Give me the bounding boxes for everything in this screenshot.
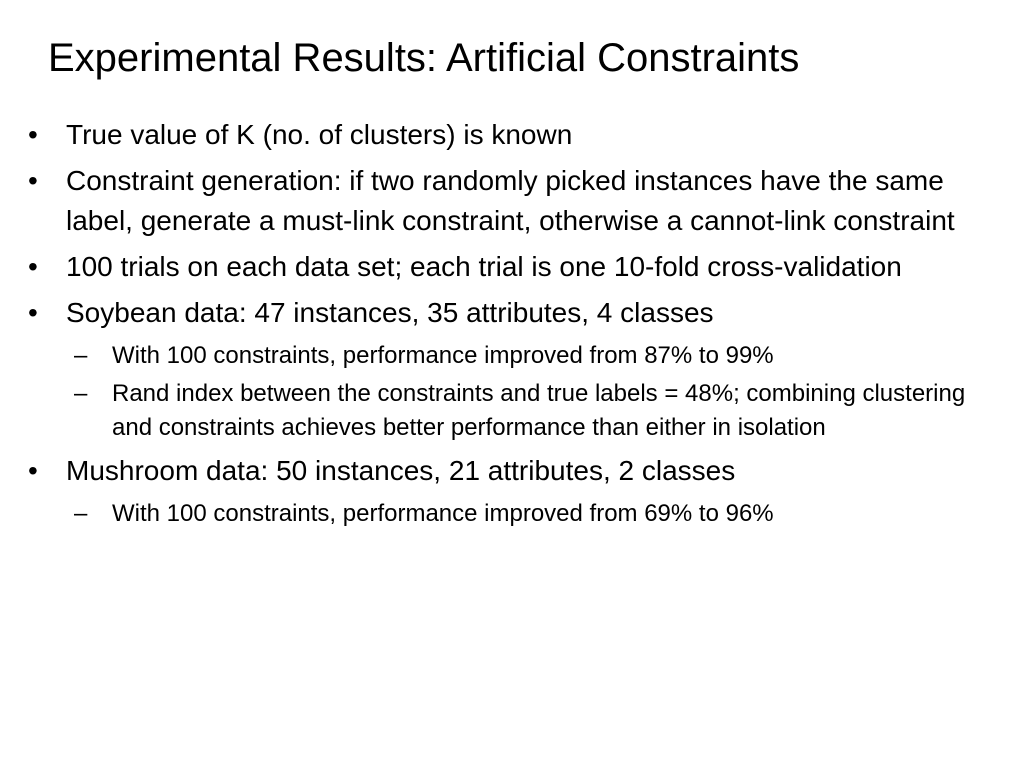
- bullet-text: Constraint generation: if two randomly picked instances have the same label, generate a must-link constraint, otherwise a cannot-link constraint: [66, 165, 955, 236]
- bullet-list: [28, 115, 996, 537]
- bullet-dot-icon: •: [28, 297, 38, 328]
- bullet-item: [28, 161, 996, 241]
- bullet-item: [28, 115, 996, 155]
- dash-icon: –: [74, 342, 88, 369]
- sub-bullet-text: Rand index between the constraints and true labels = 48%; combining clustering and constraints achieves better performance than either in isolation: [112, 380, 966, 441]
- sub-bullet-list: [66, 339, 996, 445]
- sub-bullet-text: With 100 constraints, performance improved from 87% to 99%: [112, 342, 774, 369]
- bullet-text: Mushroom data: 50 instances, 21 attributes, 2 classes: [66, 455, 736, 486]
- bullet-text: Soybean data: 47 instances, 35 attributes, 4 classes: [66, 297, 714, 328]
- bullet-text: True value of K (no. of clusters) is known: [66, 119, 573, 150]
- bullet-item: [28, 451, 996, 531]
- sub-bullet-item: [66, 339, 996, 373]
- sub-bullet-item: [66, 377, 996, 445]
- sub-bullet-list: [66, 497, 996, 531]
- bullet-item: [28, 247, 996, 287]
- sub-bullet-text: With 100 constraints, performance improved from 69% to 96%: [112, 500, 774, 527]
- dash-icon: –: [74, 380, 88, 407]
- slide-title: Experimental Results: Artificial Constraints: [48, 36, 800, 80]
- bullet-item: [28, 293, 996, 445]
- dash-icon: –: [74, 500, 88, 527]
- bullet-dot-icon: •: [28, 455, 38, 486]
- bullet-dot-icon: •: [28, 119, 38, 150]
- sub-bullet-item: [66, 497, 996, 531]
- bullet-text: 100 trials on each data set; each trial is one 10-fold cross-validation: [66, 251, 902, 282]
- bullet-dot-icon: •: [28, 165, 38, 196]
- bullet-dot-icon: •: [28, 251, 38, 282]
